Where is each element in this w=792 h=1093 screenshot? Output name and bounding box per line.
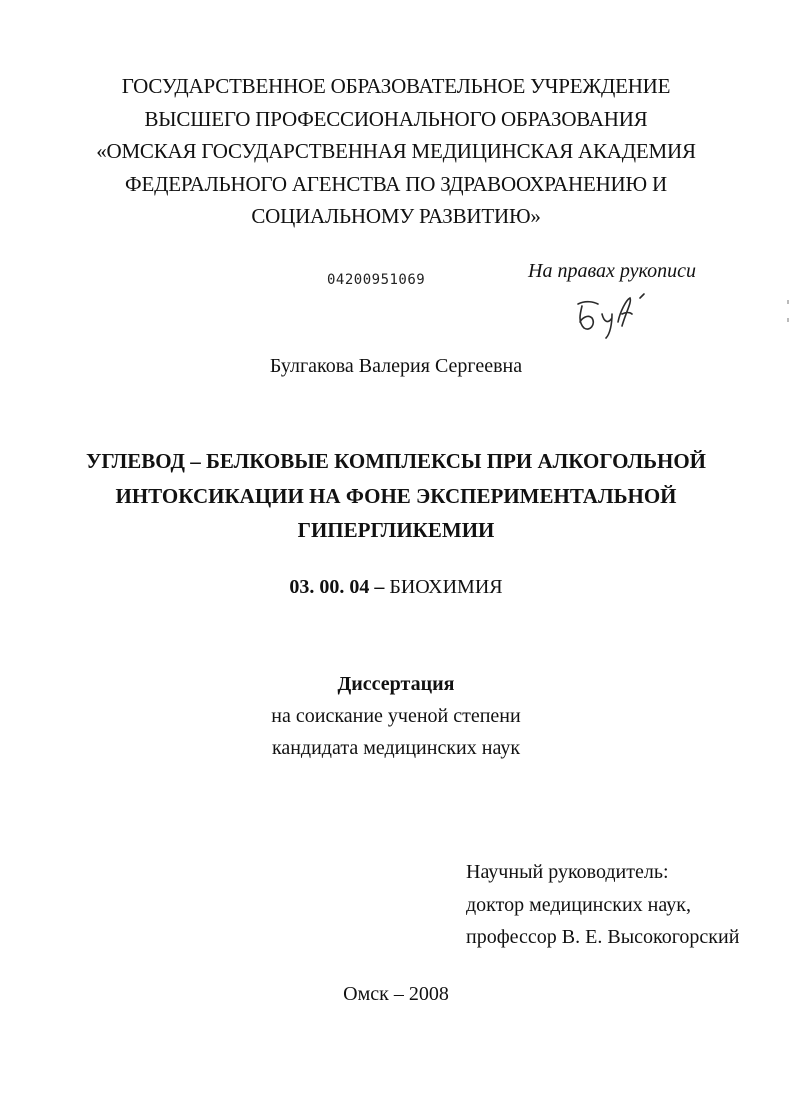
title-line: УГЛЕВОД – БЕЛКОВЫЕ КОМПЛЕКСЫ ПРИ АЛКОГОЛЬНОЙ [85, 449, 707, 473]
specialty-separator: – [369, 576, 390, 598]
dissertation-title [0, 444, 792, 548]
author-name: Булгакова Валерия Сергеевна [269, 355, 523, 377]
degree-line: кандидата медицинских наук [271, 737, 521, 759]
handwritten-signature [568, 292, 658, 342]
specialty-code: 03. 00. 04 [289, 576, 370, 598]
title-line: ГИПЕРГЛИКЕМИИ [297, 518, 495, 542]
scan-edge-mark [786, 300, 790, 322]
institution-line: ФЕДЕРАЛЬНОГО АГЕНСТВА ПО ЗДРАВООХРАНЕНИЮ И [125, 171, 667, 196]
degree-line: на соискание ученой степени [271, 705, 521, 727]
institution-header [0, 70, 792, 233]
supervisor-label: Научный руководитель: [466, 861, 669, 883]
supervisor-name: профессор В. Е. Высокогорский [466, 926, 740, 948]
manuscript-rights-note: На правах рукописи [528, 260, 696, 282]
institution-line: ВЫСШЕГО ПРОФЕССИОНАЛЬНОГО ОБРАЗОВАНИЯ [144, 106, 648, 131]
catalog-number: 04200951069 [327, 272, 426, 288]
institution-line: «ОМСКАЯ ГОСУДАРСТВЕННАЯ МЕДИЦИНСКАЯ АКАДЕМИЯ [96, 139, 696, 163]
degree-statement [0, 668, 792, 764]
title-line: ИНТОКСИКАЦИИ НА ФОНЕ ЭКСПЕРИМЕНТАЛЬНОЙ [115, 483, 677, 508]
supervisor-degree: доктор медицинских наук, [466, 893, 691, 916]
dissertation-heading: Диссертация [337, 673, 455, 695]
supervisor-block [466, 856, 739, 954]
place-and-year: Омск – 2008 [343, 983, 449, 1005]
institution-line: СОЦИАЛЬНОМУ РАЗВИТИЮ» [251, 204, 541, 228]
specialty-name: БИОХИМИЯ [389, 576, 503, 598]
institution-line: ГОСУДАРСТВЕННОЕ ОБРАЗОВАТЕЛЬНОЕ УЧРЕЖДЕНИЕ [121, 74, 671, 98]
specialty [0, 576, 792, 599]
